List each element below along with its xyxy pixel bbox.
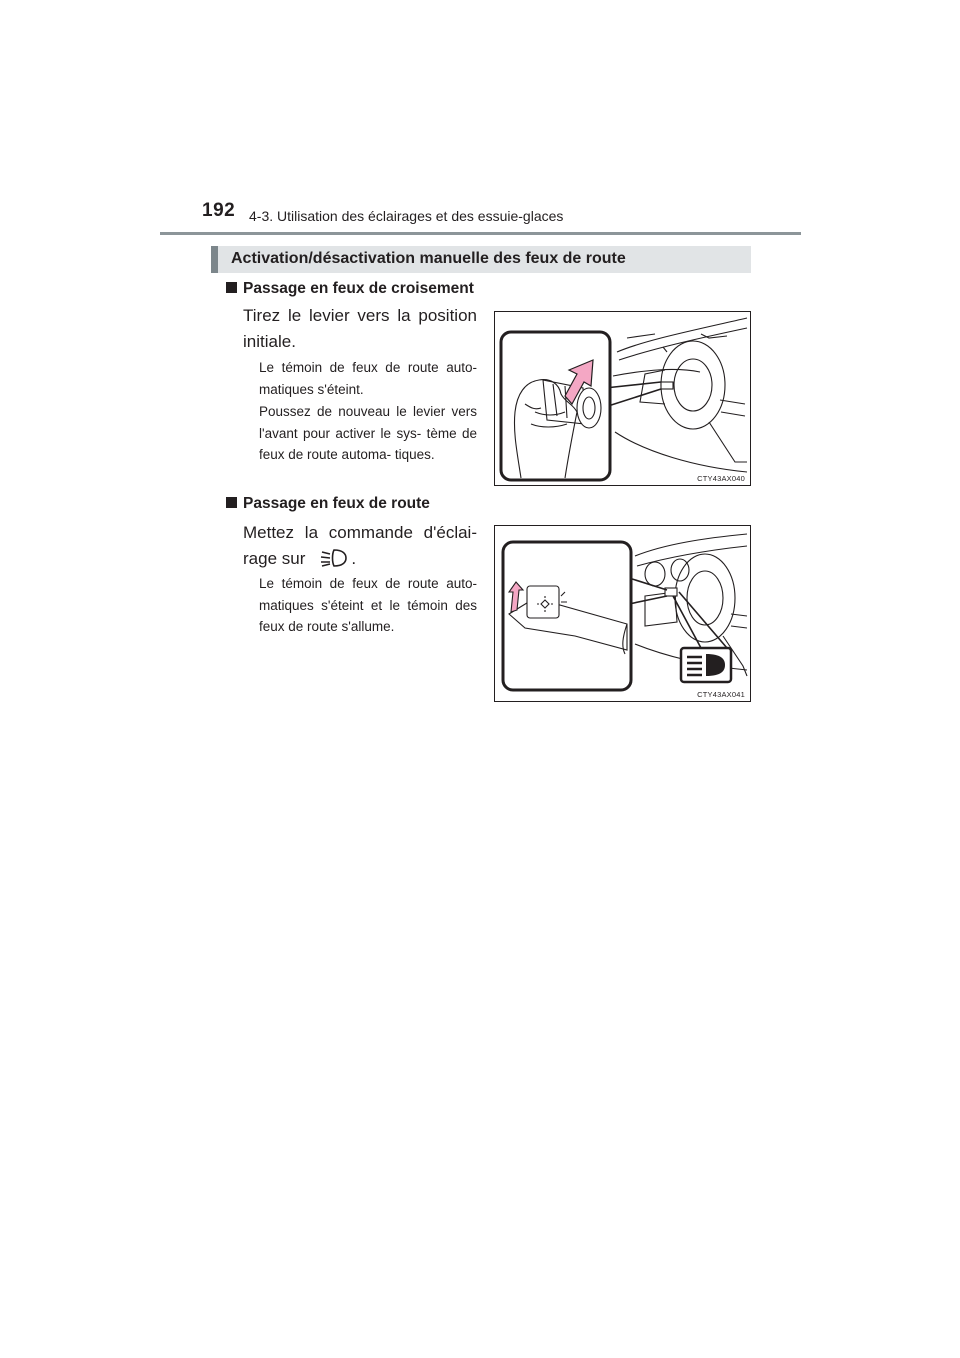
instruction-text-start: Mettez la commande d'éclai- rage sur (243, 523, 477, 568)
subheading-label: Passage en feux de route (243, 495, 430, 512)
subheading-label: Passage en feux de croisement (243, 280, 474, 297)
instruction-text-end: . (351, 549, 357, 568)
section-title: Activation/désactivation manuelle des feux de route (231, 250, 626, 267)
instruction-text: Tirez le levier vers la position initiale. (243, 306, 477, 351)
instruction-text (243, 520, 477, 577)
figure-lever-pull (494, 311, 751, 486)
note-text: Le témoin de feux de route auto- matiques s'éteint. (259, 360, 477, 397)
section-bar (211, 246, 751, 273)
header-rule (160, 232, 801, 235)
subheading-high-beam (226, 495, 430, 513)
figure-code: CTY43AX041 (697, 690, 745, 699)
high-beam-indicator-icon (681, 648, 731, 682)
lever-pull-illustration (495, 312, 750, 485)
square-bullet-icon (226, 282, 237, 293)
figure-lighting-switch (494, 525, 751, 702)
square-bullet-icon (226, 497, 237, 508)
chapter-title: 4-3. Utilisation des éclairages et des essuie-glaces (249, 208, 564, 224)
figure-code: CTY43AX040 (697, 474, 745, 483)
page-number: 192 (202, 200, 236, 221)
note-text: Le témoin de feux de route auto- matiques s'éteint et le témoin des feux de route s'allume. (259, 576, 477, 634)
subheading-low-beam (226, 280, 474, 298)
lighting-switch-illustration (495, 526, 750, 701)
note-text: Poussez de nouveau le levier vers l'avant pour activer le sys- tème de feux de route automa- tiques. (259, 404, 477, 462)
